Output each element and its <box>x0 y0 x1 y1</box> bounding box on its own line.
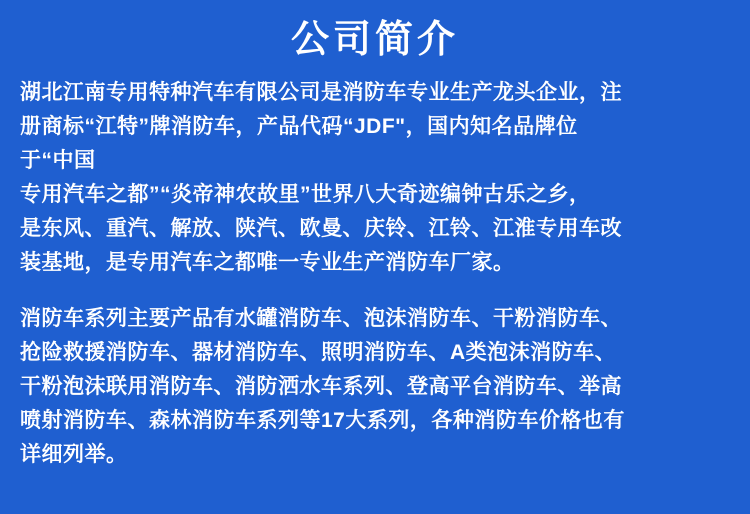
paragraph-line: 于“中国 <box>20 148 96 172</box>
paragraph-line: 是东风、重汽、解放、陕汽、欧曼、庆铃、江铃、江淮专用车改 <box>20 216 622 240</box>
profile-body <box>18 76 732 472</box>
paragraph-line: 装基地，是专用汽车之都唯一专业生产消防车厂家。 <box>20 250 515 274</box>
paragraph-products <box>20 302 730 472</box>
paragraph-line: 详细列举。 <box>20 442 128 466</box>
paragraph-line: 喷射消防车、森林消防车系列等17大系列，各种消防车价格也有 <box>20 408 625 432</box>
paragraph-line: 册商标“江特”牌消防车，产品代码“JDF"，国内知名品牌位 <box>20 114 578 138</box>
paragraph-intro <box>20 76 730 280</box>
paragraph-line: 湖北江南专用特种汽车有限公司是消防车专业生产龙头企业，注 <box>20 80 622 104</box>
paragraph-line: 抢险救援消防车、器材消防车、照明消防车、A类泡沫消防车、 <box>20 340 617 364</box>
paragraph-line: 消防车系列主要产品有水罐消防车、泡沫消防车、干粉消防车、 <box>20 306 622 330</box>
paragraph-line: 干粉泡沫联用消防车、消防洒水车系列、登高平台消防车、举高 <box>20 374 622 398</box>
page-title: 公司简介 <box>290 19 459 61</box>
paragraph-spacer <box>20 280 730 302</box>
paragraph-line: 专用汽车之都”“炎帝神农故里”世界八大奇迹编钟古乐之乡， <box>20 182 591 206</box>
